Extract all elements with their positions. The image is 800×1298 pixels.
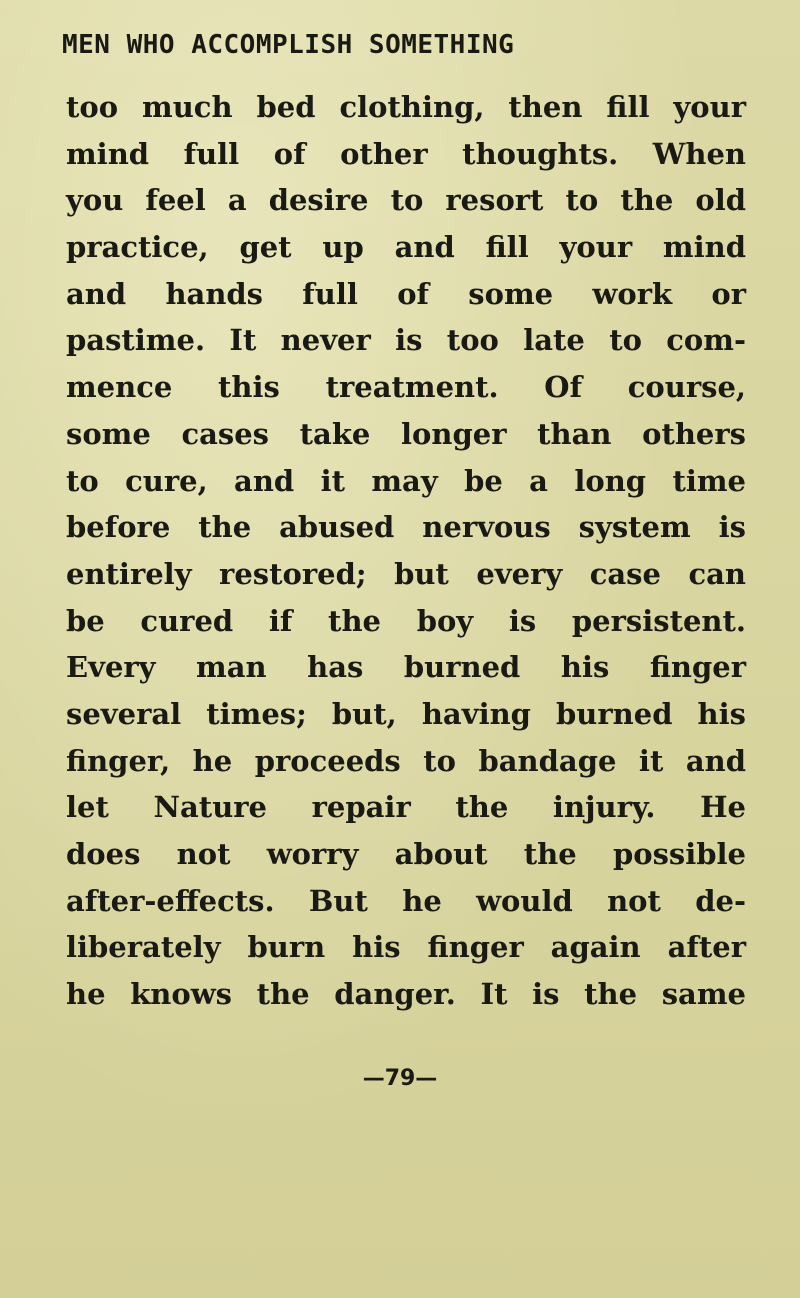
text-line: after-effects. But he would not de- (66, 883, 746, 918)
text-line: to cure, and it may be a long time (66, 463, 746, 498)
text-line: you feel a desire to resort to the old (66, 183, 746, 218)
text-line: let Nature repair the injury. He (66, 790, 746, 825)
text-line: he knows the danger. It is the same (66, 977, 746, 1012)
text-line: entirely restored; but every case can (66, 556, 746, 591)
text-line: and hands full of some work or (66, 276, 746, 311)
text-line: some cases take longer than others (66, 416, 746, 451)
text-line: practice, get up and fill your mind (66, 230, 746, 265)
text-line: liberately burn his finger again after (66, 930, 746, 965)
text-line: be cured if the boy is persistent. (66, 603, 746, 638)
text-line: several times; but, having burned his (66, 696, 746, 731)
text-line: mind full of other thoughts. When (66, 136, 746, 171)
body-text (66, 84, 746, 1018)
text-line: before the abused nervous system is (66, 510, 746, 545)
text-line: finger, he proceeds to bandage it and (66, 743, 746, 778)
text-line: too much bed clothing, then fill your (66, 90, 746, 124)
text-line: Every man has burned his finger (66, 650, 746, 685)
running-head: MEN WHO ACCOMPLISH SOMETHING (62, 30, 515, 60)
page-number: —79— (362, 1066, 438, 1091)
text-line: does not worry about the possible (66, 837, 746, 871)
text-line: mence this treatment. Of course, (66, 370, 746, 405)
text-line: pastime. It never is too late to com- (66, 323, 746, 358)
